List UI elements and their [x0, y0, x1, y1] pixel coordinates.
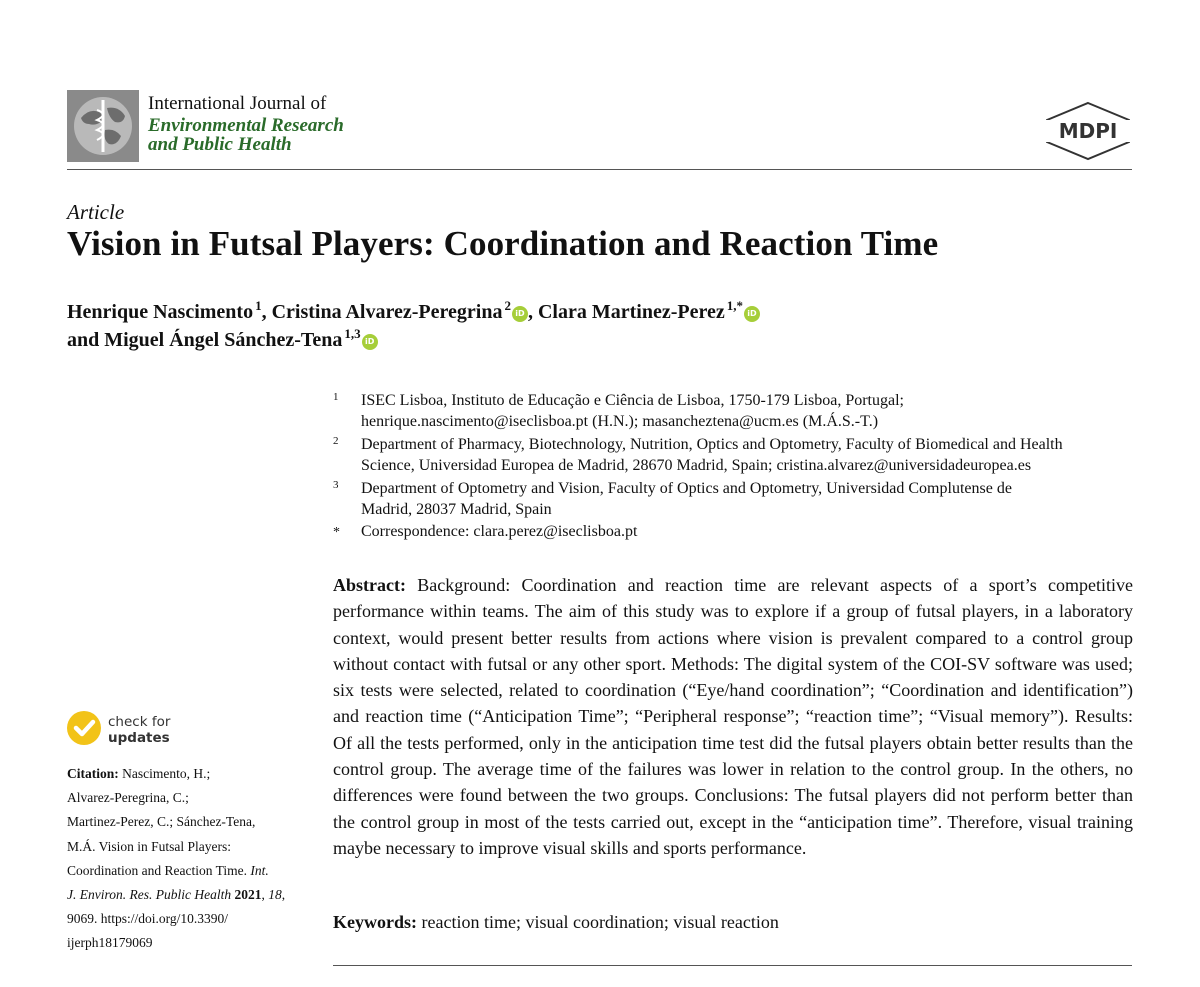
citation-text: Nascimento, H.; [118, 766, 211, 781]
affiliation-text: ISEC Lisboa, Instituto de Educação e Ciência de Lisboa, 1750-179 Lisboa, Portugal; [361, 392, 904, 409]
correspondence-mark: * [333, 525, 340, 540]
publisher-name: MDPI [1058, 119, 1118, 143]
abstract-label: Abstract: [333, 575, 406, 595]
citation-text: Coordination and Reaction Time. [67, 862, 251, 878]
authors-line [67, 298, 760, 324]
citation-year: 2021 [231, 887, 262, 903]
author-name: and Miguel Ángel Sánchez-Tena [67, 329, 343, 351]
affiliation-text: henrique.nascimento@iseclisboa.pt (H.N.); masancheztena@ucm.es (M.Á.S.-T.) [361, 413, 879, 430]
affiliation-number: 1 [333, 391, 339, 403]
keywords-label: Keywords: [333, 912, 417, 932]
journal-name-line-3: and Public Health [148, 134, 292, 155]
author-separator: , [527, 301, 538, 323]
check-updates-line-1: check for [108, 714, 171, 730]
abstract-text: Background: Coordination and reaction time are relevant aspects of a sport’s competitive performance within teams. The aim of this study was to explore if a group of futsal players, in a laboratory context, would present better results from actions where vision is prevalent compared to a control group without contact with futsal or any other sport. Methods: The digital system of the COI-SV software was used; six tests were selected, related to coordination (“Eye/hand coordination”; “Coordination and identification”) and reaction time (“Anticipation Time”; “Peripheral response”; “reaction time”; “Visual memory”). Results: Of all the tests performed, only in the anticipation time test did the futsal players obtain better results than the control group. The average time of the failures was lower in relation to the control group. In the others, no differences were found between the two groups. Conclusions: The futsal players did not perform better than the control group in most of the tests carried out, except in the “anticipation time”. Therefore, visual training maybe necessary to improve visual skills and sports performance. [333, 575, 1133, 858]
citation-line [67, 859, 315, 883]
journal-name-line-1: International Journal of [148, 93, 327, 114]
citation-line: Alvarez-Peregrina, C.; [67, 790, 189, 806]
check-updates-icon [67, 711, 101, 745]
author-name: Henrique Nascimento [67, 301, 254, 323]
citation-doi-link[interactable]: ijerph18179069 [67, 935, 153, 951]
journal-logo [67, 90, 139, 162]
author-affiliation-mark: 2 [504, 298, 511, 313]
affiliation-number: 3 [333, 479, 339, 491]
citation-line [67, 883, 315, 907]
abstract [333, 572, 1133, 861]
keywords [333, 912, 779, 933]
citation [67, 762, 315, 956]
affiliation-text: Madrid, 28037 Madrid, Spain [361, 501, 552, 518]
affiliation-text: Science, Universidad Europea de Madrid, 28670 Madrid, Spain; cristina.alvarez@universidadeuropea.es [361, 457, 1032, 474]
journal-name-line-2: Environmental Research [148, 115, 344, 136]
orcid-icon[interactable]: iD [744, 306, 760, 322]
author-affiliation-mark: 1,* [726, 298, 743, 313]
citation-journal: Int. [250, 862, 269, 878]
citation-line: Martinez-Perez, C.; Sánchez-Tena, [67, 814, 256, 830]
section-divider [333, 965, 1132, 966]
correspondence-text: Correspondence: clara.perez@iseclisboa.pt [361, 523, 638, 540]
citation-text: , [281, 887, 286, 903]
author-affiliation-mark: 1 [255, 298, 262, 313]
header-divider [67, 169, 1132, 170]
author-name: Cristina Alvarez-Peregrina [271, 301, 503, 323]
affiliation-text: Department of Pharmacy, Biotechnology, Nutrition, Optics and Optometry, Faculty of Biomedical and Health [361, 436, 1063, 453]
article-type: Article [67, 200, 125, 224]
citation-label: Citation: [67, 766, 119, 781]
publisher-logo [1043, 100, 1133, 162]
authors-line [67, 326, 378, 352]
check-updates-line-2: updates [108, 730, 170, 746]
author-affiliation-mark: 1,3 [344, 326, 361, 341]
affiliation-number: 2 [333, 435, 339, 447]
citation-volume: 18 [268, 887, 282, 903]
affiliation-text: Department of Optometry and Vision, Faculty of Optics and Optometry, Universidad Complutense de [361, 480, 1012, 497]
citation-line [67, 762, 315, 786]
keywords-text: reaction time; visual coordination; visual reaction [417, 912, 779, 932]
author-name: Clara Martinez-Perez [537, 301, 725, 323]
article-title: Vision in Futsal Players: Coordination and Reaction Time [67, 224, 939, 263]
citation-journal: J. Environ. Res. Public Health [67, 887, 232, 903]
orcid-icon[interactable]: iD [362, 334, 378, 350]
citation-doi-link[interactable]: 9069. https://doi.org/10.3390/ [67, 911, 229, 927]
citation-text: , [261, 887, 269, 903]
author-separator: , [261, 301, 272, 323]
citation-line: M.Á. Vision in Futsal Players: [67, 838, 231, 854]
orcid-icon[interactable]: iD [512, 306, 528, 322]
